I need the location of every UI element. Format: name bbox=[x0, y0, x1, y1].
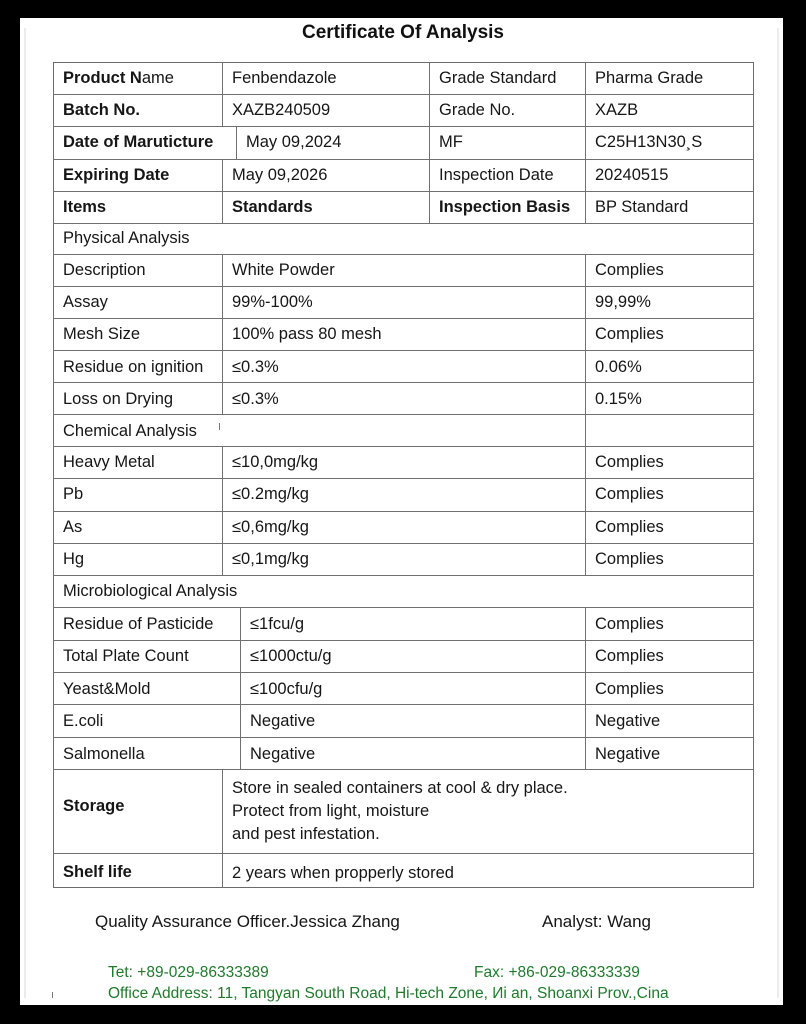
inspection-date-value: 20240515 bbox=[595, 166, 669, 184]
grade-no-value: XAZB bbox=[595, 101, 639, 119]
item-name: Salmonella bbox=[63, 744, 145, 763]
analyst-signature: Analyst: Wang bbox=[542, 912, 651, 931]
grade-standard-value: Pharma Grade bbox=[595, 69, 704, 87]
item-name: Description bbox=[63, 261, 146, 279]
result-value: Complies bbox=[595, 647, 664, 666]
item-name: Assay bbox=[63, 293, 108, 312]
inspection-basis-value: BP Standard bbox=[595, 198, 689, 216]
page-edge bbox=[24, 28, 26, 998]
standard-value: Negative bbox=[250, 712, 316, 731]
table-row-divider bbox=[53, 575, 754, 576]
product-name-label-bold: Product N bbox=[63, 69, 142, 87]
page-edge bbox=[777, 28, 779, 998]
item-name: Yeast&Mold bbox=[63, 679, 151, 698]
result-value: 0.15% bbox=[595, 389, 642, 408]
standard-value: ≤100cfu/g bbox=[250, 679, 323, 698]
table-row-divider bbox=[53, 543, 754, 544]
result-value: Complies bbox=[595, 453, 664, 471]
standard-value: Negative bbox=[250, 744, 316, 763]
table-row-divider bbox=[53, 94, 754, 95]
table-column-divider bbox=[585, 414, 586, 446]
table-column-divider bbox=[585, 607, 586, 769]
table-row-divider bbox=[53, 350, 754, 351]
standard-value: 99%-100% bbox=[232, 293, 313, 312]
standards-header: Standards bbox=[232, 198, 313, 216]
table-row-divider bbox=[53, 478, 754, 479]
table-row-divider bbox=[53, 191, 754, 192]
table-row-divider bbox=[53, 318, 754, 319]
table-row-divider bbox=[53, 223, 754, 224]
table-row-divider bbox=[53, 286, 754, 287]
table-column-divider bbox=[222, 254, 223, 414]
stray-mark bbox=[52, 992, 53, 998]
contact-tel: Tet: +89-029-86333389 bbox=[108, 964, 269, 981]
item-name: As bbox=[63, 517, 83, 536]
result-value: Complies bbox=[595, 325, 664, 344]
inspection-date-label: Inspection Date bbox=[439, 166, 554, 184]
mf-label: MF bbox=[439, 133, 463, 151]
mf-value: C25H13N30¸S bbox=[595, 133, 703, 151]
standard-value: White Powder bbox=[232, 261, 335, 279]
product-name-label-rest: ame bbox=[141, 69, 174, 87]
table-row-divider bbox=[53, 737, 754, 738]
table-row-divider bbox=[53, 159, 754, 160]
table-column-divider bbox=[222, 769, 223, 888]
result-value: 0.06% bbox=[595, 357, 642, 376]
standard-value: ≤0,1mg/kg bbox=[232, 549, 309, 568]
contact-address: Office Address: 11, Tangyan South Road, Hi-tech Zone, Иi an, Shoanxi Prov.,Cina bbox=[108, 985, 669, 1002]
contact-fax: Fax: +86-029-86333339 bbox=[474, 964, 640, 981]
shelf-life-value: 2 years when propperly stored bbox=[232, 864, 454, 882]
table-row-divider bbox=[53, 126, 754, 127]
section-title-chemical: Chemical Analysis bbox=[63, 422, 197, 440]
stray-mark bbox=[219, 423, 220, 430]
item-name: Heavy Metal bbox=[63, 453, 155, 471]
expiring-date-value: May 09,2026 bbox=[232, 166, 328, 184]
table-row-divider bbox=[53, 607, 754, 608]
section-title-microbiological: Microbiological Analysis bbox=[63, 582, 238, 600]
shelf-life-label: Shelf life bbox=[63, 863, 132, 881]
standard-value: ≤0.2mg/kg bbox=[232, 485, 309, 504]
table-row-divider bbox=[53, 640, 754, 641]
table-column-divider bbox=[585, 446, 586, 575]
product-name-label bbox=[63, 68, 174, 88]
grade-no-label: Grade No. bbox=[439, 101, 516, 119]
item-name: Total Plate Count bbox=[63, 647, 189, 666]
table-row-divider bbox=[53, 382, 754, 383]
storage-line: and pest infestation. bbox=[232, 825, 380, 843]
result-value: Complies bbox=[595, 549, 664, 568]
batch-no-label: Batch No. bbox=[63, 101, 141, 119]
item-name: Hg bbox=[63, 549, 85, 568]
table-column-divider bbox=[585, 62, 586, 223]
standard-value: ≤0.3% bbox=[232, 389, 279, 408]
table-row-divider bbox=[53, 446, 754, 447]
table-column-divider bbox=[236, 126, 237, 159]
manufacture-date-value: May 09,2024 bbox=[246, 133, 342, 151]
table-column-divider bbox=[222, 446, 223, 575]
items-header: Items bbox=[63, 198, 107, 216]
result-value: Negative bbox=[595, 712, 661, 731]
table-column-divider bbox=[429, 62, 430, 223]
inspection-basis-label: Inspection Basis bbox=[439, 198, 571, 216]
standard-value: 100% pass 80 mesh bbox=[232, 325, 382, 344]
table-column-divider bbox=[585, 254, 586, 414]
section-title-physical: Physical Analysis bbox=[63, 229, 190, 247]
storage-line: Protect from light, moisture bbox=[232, 802, 430, 820]
storage-label: Storage bbox=[63, 797, 125, 815]
result-value: 99,99% bbox=[595, 293, 651, 312]
standard-value: ≤10,0mg/kg bbox=[232, 453, 319, 471]
result-value: Negative bbox=[595, 744, 661, 763]
table-row-divider bbox=[53, 853, 754, 854]
table-row-divider bbox=[53, 414, 754, 415]
grade-standard-label: Grade Standard bbox=[439, 69, 557, 87]
qa-officer-signature: Quality Assurance Officer.Jessica Zhang bbox=[95, 912, 400, 931]
standard-value: ≤1000ctu/g bbox=[250, 647, 332, 666]
item-name: Pb bbox=[63, 485, 84, 504]
result-value: Complies bbox=[595, 485, 664, 504]
result-value: Complies bbox=[595, 517, 664, 536]
table-row-divider bbox=[53, 254, 754, 255]
item-name: Residue on ignition bbox=[63, 357, 204, 376]
manufacture-date-label: Date of Maruticture bbox=[63, 133, 214, 151]
batch-no-value: XAZB240509 bbox=[232, 101, 331, 119]
table-row-divider bbox=[53, 672, 754, 673]
table-column-divider bbox=[240, 607, 241, 769]
standard-value: ≤1fcu/g bbox=[250, 615, 305, 633]
item-name: Loss on Drying bbox=[63, 389, 174, 408]
analysis-table bbox=[53, 62, 754, 888]
expiring-date-label: Expiring Date bbox=[63, 166, 170, 184]
result-value: Complies bbox=[595, 261, 664, 279]
result-value: Complies bbox=[595, 615, 664, 633]
table-row-divider bbox=[53, 769, 754, 770]
table-column-divider bbox=[222, 159, 223, 223]
result-value: Complies bbox=[595, 679, 664, 698]
table-column-divider bbox=[222, 62, 223, 126]
document-title: Certificate Of Analysis bbox=[301, 22, 505, 43]
table-row-divider bbox=[53, 704, 754, 705]
item-name: Residue of Pasticide bbox=[63, 615, 214, 633]
standard-value: ≤0.3% bbox=[232, 357, 279, 376]
standard-value: ≤0,6mg/kg bbox=[232, 517, 309, 536]
product-name-value: Fenbendazole bbox=[232, 69, 337, 87]
item-name: Mesh Size bbox=[63, 325, 141, 344]
storage-line: Store in sealed containers at cool & dry place. bbox=[232, 779, 568, 797]
item-name: E.coli bbox=[63, 712, 104, 731]
table-row-divider bbox=[53, 511, 754, 512]
